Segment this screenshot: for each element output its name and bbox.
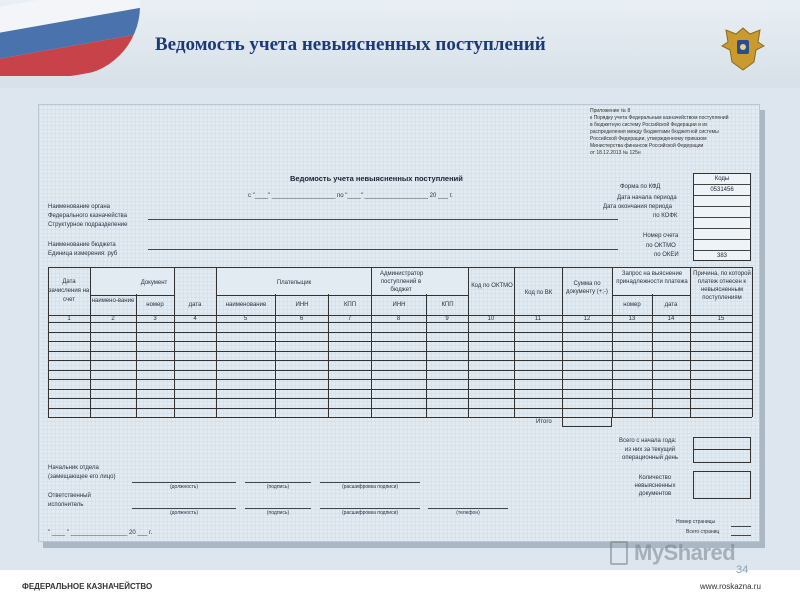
column-number: 10	[487, 316, 495, 322]
exec-sign-line	[245, 508, 311, 509]
okud-code: 0531456	[694, 185, 750, 196]
table-row-line	[48, 398, 752, 399]
table-row-line	[48, 351, 752, 352]
total-current-day-label: из них за текущий операционный день	[622, 447, 678, 461]
table-row-line	[48, 322, 752, 323]
table-row-line	[48, 389, 752, 390]
label-account-number: Номер счета	[643, 233, 679, 239]
head-position-caption: (должность)	[169, 484, 199, 490]
th-reason: Причина, по которой платеж отнесен к невыясненным поступлениям	[693, 271, 751, 301]
slide-title: Ведомость учета невыясненных поступлений	[155, 34, 546, 55]
period-line: с "____" ___________________ по "____" ___________________ 20 ___ г.	[248, 193, 453, 199]
column-number: 2	[111, 316, 115, 322]
column-number: 5	[243, 316, 248, 322]
th-payer-kpp: КПП	[343, 302, 357, 308]
codes-box	[693, 173, 751, 261]
th-request: Запрос на выяснение принадлежности платежа	[616, 271, 688, 285]
footer-website[interactable]: www.roskazna.ru	[700, 582, 761, 591]
th-doc-name: наимено-вание	[91, 298, 135, 304]
column-number: 14	[667, 316, 675, 322]
document-title: Ведомость учета невыясненных поступлений	[290, 174, 463, 183]
table-row-line	[48, 408, 752, 409]
label-budget-name: Наименование бюджета	[48, 242, 116, 248]
exec-phone-caption: (телефон)	[456, 510, 480, 516]
th-vk: Код по ВК	[524, 290, 553, 296]
table-subheader-line	[90, 295, 174, 296]
treasury-emblem-icon	[718, 22, 768, 74]
column-number: 9	[445, 316, 449, 322]
label-organ-name: Наименование органа	[48, 204, 110, 210]
table-row-line	[48, 360, 752, 361]
table-row-line	[48, 341, 752, 342]
label-unit: Единица измерения: руб	[48, 251, 118, 257]
th-request-number: номер	[623, 302, 641, 308]
th-admin-inn: ИНН	[392, 302, 406, 308]
column-number: 15	[717, 316, 725, 322]
th-doc-date: дата	[188, 302, 202, 308]
column-number: 7	[347, 316, 352, 322]
label-period-end: Дата окончания периода	[603, 204, 672, 210]
totals-box	[693, 437, 751, 463]
head-decode-caption: (расшифровка подписи)	[341, 484, 399, 490]
th-document: Документ	[140, 280, 168, 286]
th-payer: Плательщик	[276, 280, 312, 286]
head-decode-line	[320, 482, 420, 483]
head-sign-caption: (подпись)	[266, 484, 290, 490]
label-oktmo: по ОКТМО	[646, 243, 676, 249]
head-of-department-label: Начальник отдела (замещающее его лицо)	[48, 465, 116, 480]
exec-decode-caption: (расшифровка подписи)	[341, 510, 399, 516]
codes-header: Коды	[694, 174, 750, 185]
footer-organization: ФЕДЕРАЛЬНОЕ КАЗНАЧЕЙСТВО	[22, 582, 153, 591]
column-number: 6	[299, 316, 304, 322]
label-federal-treasury: Федерального казначейства	[48, 213, 127, 219]
label-kofk: по КОФК	[653, 213, 678, 219]
exec-phone-line	[428, 508, 508, 509]
bottom-date-line: " ____ " _________________ 20 ___ г.	[48, 530, 153, 536]
itogo-label: Итого	[536, 419, 552, 425]
label-okei: по ОКЕИ	[654, 252, 679, 258]
page-number-label: Номер страницы	[676, 519, 716, 525]
exec-decode-line	[320, 508, 420, 509]
head-sign-line	[245, 482, 311, 483]
itogo-cell	[562, 417, 612, 427]
watermark-text: MyShared	[634, 540, 736, 565]
column-number: 4	[193, 316, 197, 322]
th-payer-name: наименование	[225, 302, 267, 308]
organ-fill-line	[148, 219, 618, 220]
head-position-line	[132, 482, 236, 483]
slide-page-number: 34	[736, 564, 749, 576]
column-number: 3	[153, 316, 157, 322]
table-subheader-line	[371, 295, 468, 296]
column-number: 1	[67, 316, 71, 322]
budget-fill-line	[148, 249, 618, 250]
th-request-date: дата	[664, 302, 678, 308]
column-number: 12	[583, 316, 591, 322]
label-form-kfd: Форма по КФД	[620, 184, 661, 190]
table-column-line	[174, 267, 175, 417]
label-structural-unit: Структурное подразделение	[48, 222, 128, 228]
table-row-line	[48, 417, 752, 418]
table-row-line	[48, 332, 752, 333]
label-period-start: Дата начала периода	[617, 195, 677, 201]
watermark-icon	[610, 541, 628, 565]
count-label: Количество невыясненных документов	[634, 475, 676, 497]
table-column-line	[690, 267, 691, 417]
executor-label: Ответственный исполнитель	[48, 493, 91, 508]
th-admin-kpp: КПП	[441, 302, 454, 308]
column-number: 13	[628, 316, 636, 322]
exec-position-caption: (должность)	[169, 510, 199, 516]
table-subheader-line	[612, 295, 690, 296]
th-sum: Сумма по документу (+;-)	[566, 281, 608, 295]
th-administrator: Администратор поступлений в бюджет	[380, 271, 424, 293]
exec-position-line	[132, 508, 236, 509]
table-column-line	[752, 267, 753, 417]
column-number: 11	[534, 316, 542, 322]
th-date: Дата зачисления на счет	[48, 279, 90, 303]
russian-flag-decoration	[0, 0, 140, 76]
table-subheader-line	[216, 295, 371, 296]
th-doc-number: номер	[146, 302, 164, 308]
page-number-line	[731, 526, 751, 527]
table-row-line	[48, 379, 752, 380]
pages-total-line	[731, 535, 751, 536]
th-payer-inn: ИНН	[295, 302, 309, 308]
total-since-start-label: Всего с начала года:	[619, 438, 677, 444]
table-row-line	[48, 370, 752, 371]
column-number: 8	[396, 316, 401, 322]
th-oktmo: Код по ОКТМО	[471, 283, 513, 289]
appendix-note: Приложение № 8 к Порядку учета Федеральным казначейством поступлений в бюджетную систему Российской Федерации и их распределения между бюджетами бюджетной системы Российской Федерации, утвержденному приказом Министерства финансов Российской Федерации от 18.12.2013 № 125н	[590, 108, 729, 156]
okei-code: 383	[716, 253, 727, 259]
count-box	[693, 471, 751, 499]
exec-sign-caption: (подпись)	[266, 510, 290, 516]
pages-total-label: Всего страниц	[686, 529, 720, 535]
